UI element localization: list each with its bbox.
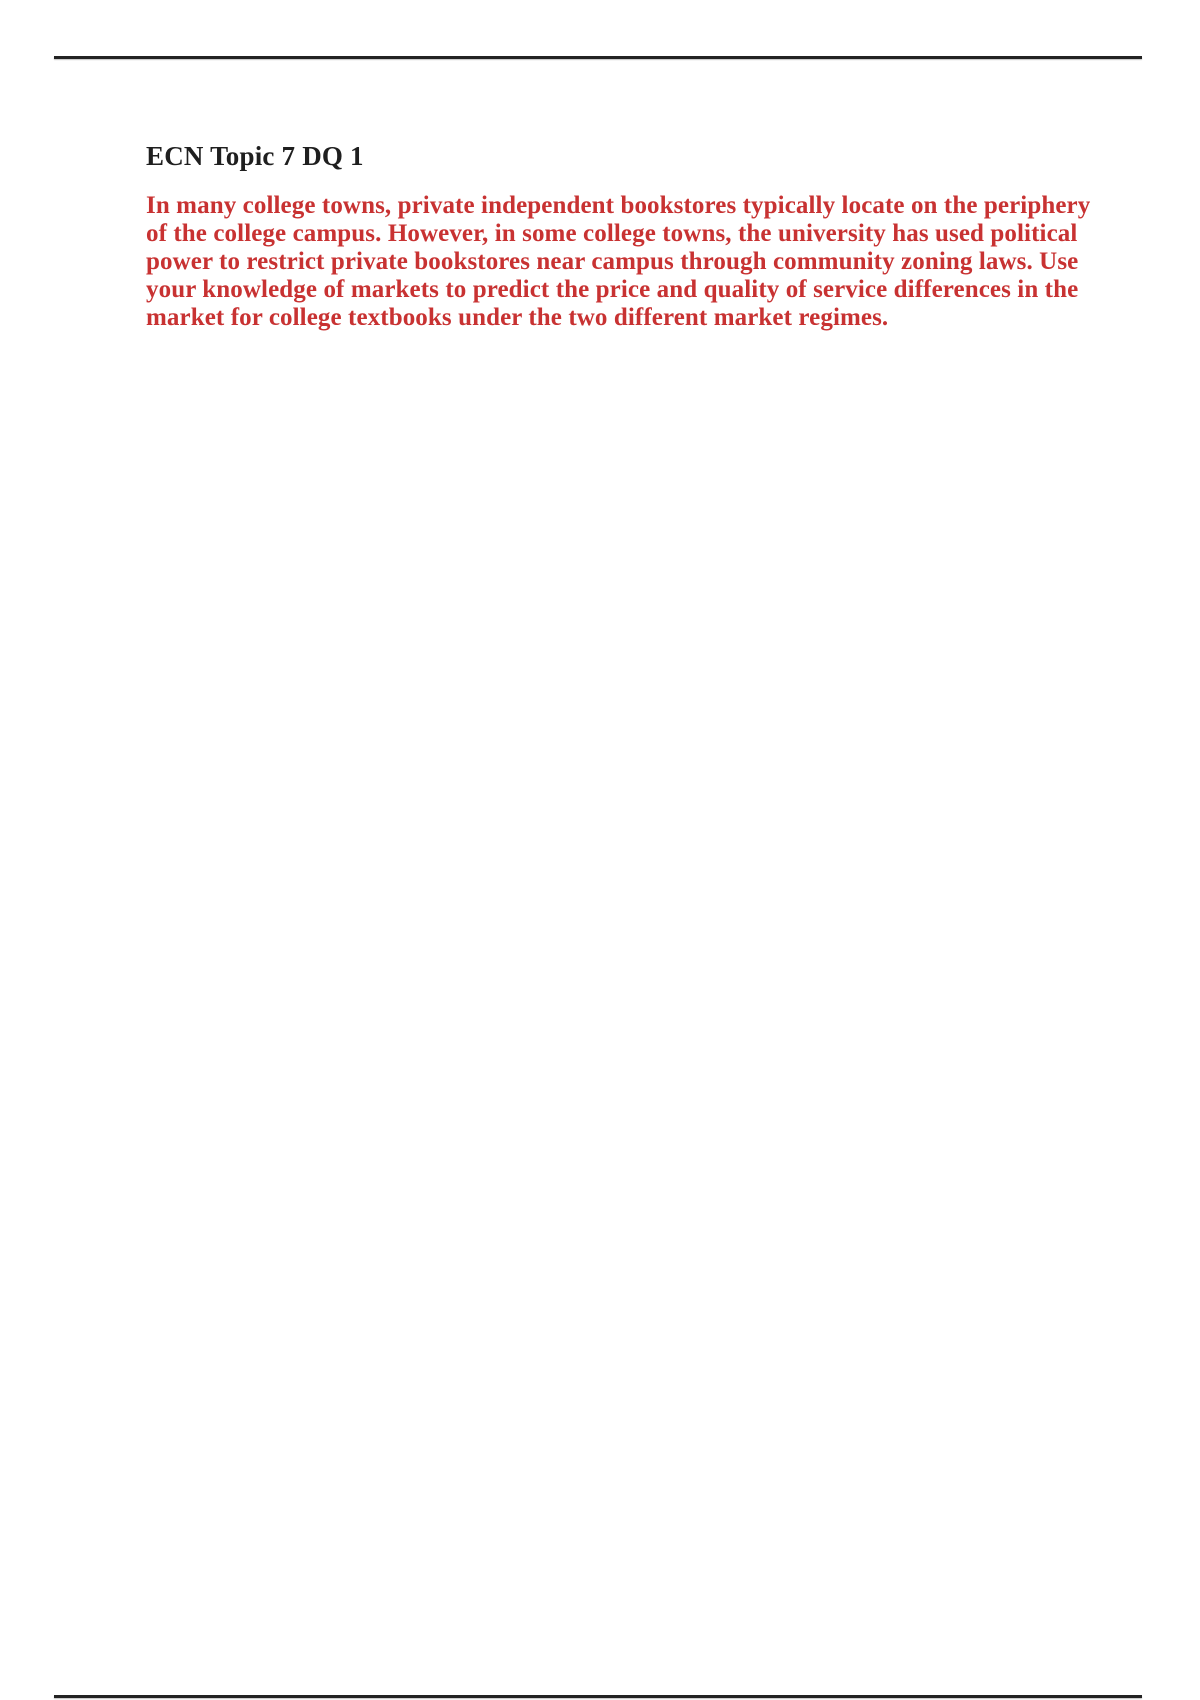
page-title: ECN Topic 7 DQ 1 xyxy=(146,141,364,171)
paragraph-line: of the college campus. However, in some college towns, the university has used political xyxy=(146,220,1078,247)
paragraph-line: market for college textbooks under the two different market regimes. xyxy=(146,304,889,331)
paragraph-line: your knowledge of markets to predict the price and quality of service differences in the xyxy=(146,276,1079,303)
bottom-rule xyxy=(54,1695,1142,1698)
question-paragraph xyxy=(146,192,1091,332)
paragraph-line: In many college towns, private independent bookstores typically locate on the periphery xyxy=(146,192,1091,219)
top-rule xyxy=(54,56,1142,59)
paragraph-line: power to restrict private bookstores near campus through community zoning laws. Use xyxy=(146,248,1079,275)
